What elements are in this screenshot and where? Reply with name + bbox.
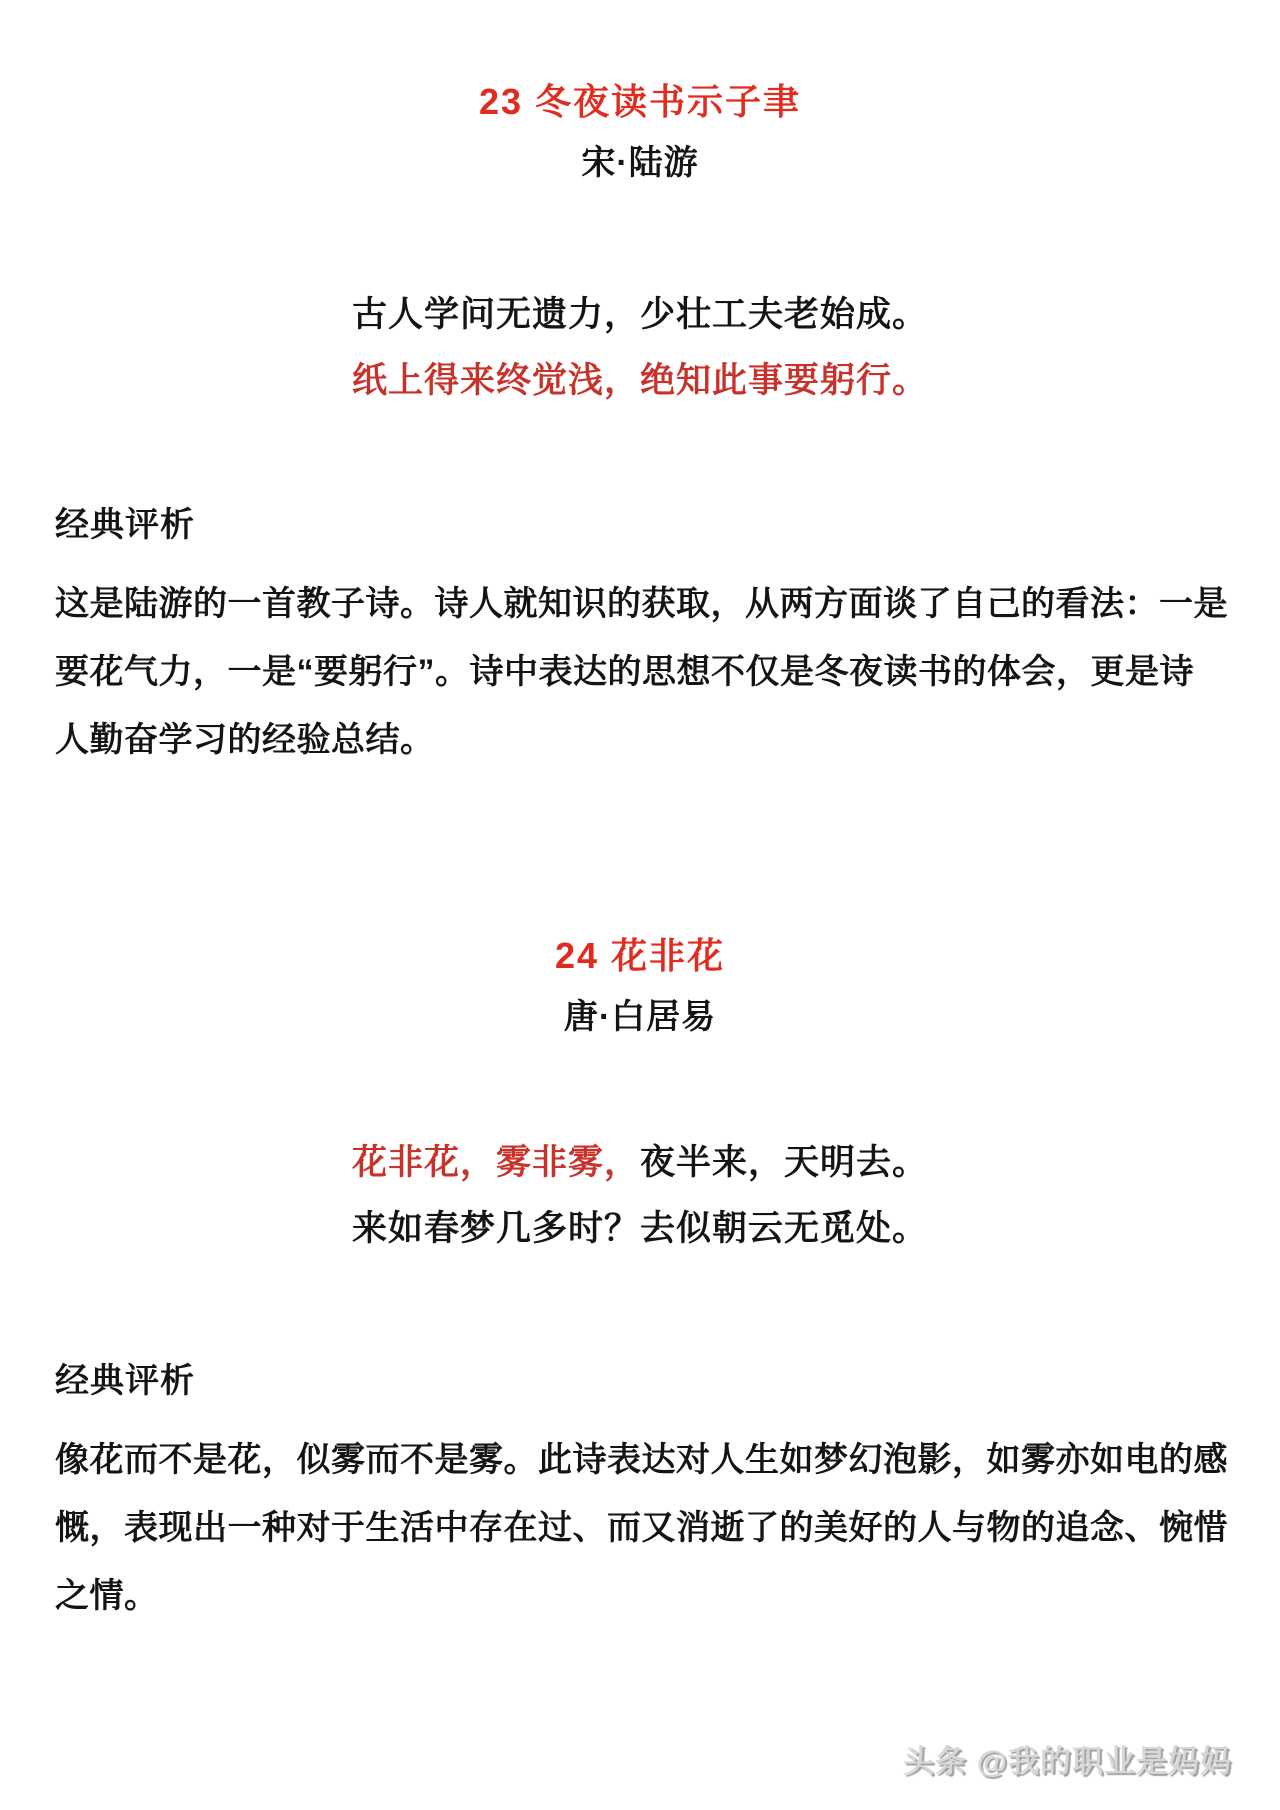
poem2-analysis-paragraph bbox=[55, 1426, 1228, 1630]
poem1-body bbox=[55, 282, 1225, 414]
poem2-author: 唐·白居易 bbox=[563, 998, 717, 1036]
poem1-analysis-heading: 经典评析 bbox=[55, 506, 195, 544]
poem2-analysis-heading: 经典评析 bbox=[55, 1362, 195, 1400]
poem1-analysis-paragraph bbox=[55, 570, 1228, 774]
poem1-verse-line-1: 古人学问无遗力，少壮工夫老始成。 bbox=[351, 295, 928, 334]
poem2-body bbox=[55, 1130, 1225, 1262]
poem1-title: 23 冬夜读书示子聿 bbox=[478, 81, 802, 122]
toutiao-watermark: 头条 @我的职业是妈妈 bbox=[903, 1744, 1232, 1779]
poem1-author: 宋·陆游 bbox=[581, 144, 699, 182]
poem2-verse-line-1-highlighted-segment: 花非花，雾非雾， bbox=[351, 1143, 640, 1182]
poem1-verse-line-2-highlighted: 纸上得来终觉浅，绝知此事要躬行。 bbox=[351, 361, 928, 400]
poem1-analysis-line-3: 人勤奋学习的经验总结。 bbox=[55, 721, 435, 759]
poem2-verse-line-2: 来如春梦几多时？去似朝云无觅处。 bbox=[351, 1209, 928, 1248]
poem2-verse-line-1-plain-segment: 夜半来，天明去。 bbox=[640, 1143, 929, 1182]
poem2-analysis-line-3: 之情。 bbox=[55, 1577, 159, 1615]
poem2-verse-line-1 bbox=[55, 1130, 1225, 1196]
poem1-analysis-line-2: 要花气力，一是“要躬行”。诗中表达的思想不仅是冬夜读书的体会，更是诗 bbox=[55, 653, 1194, 691]
poem2-title: 24 花非花 bbox=[554, 935, 726, 976]
poem2-analysis-line-2: 慨，表现出一种对于生活中存在过、而又消逝了的美好的人与物的追念、惋惜 bbox=[55, 1509, 1228, 1547]
poem1-analysis-line-1: 这是陆游的一首教子诗。诗人就知识的获取，从两方面谈了自己的看法：一是 bbox=[55, 585, 1228, 623]
poem2-analysis-line-1: 像花而不是花，似雾而不是雾。此诗表达对人生如梦幻泡影，如雾亦如电的感 bbox=[55, 1441, 1228, 1479]
